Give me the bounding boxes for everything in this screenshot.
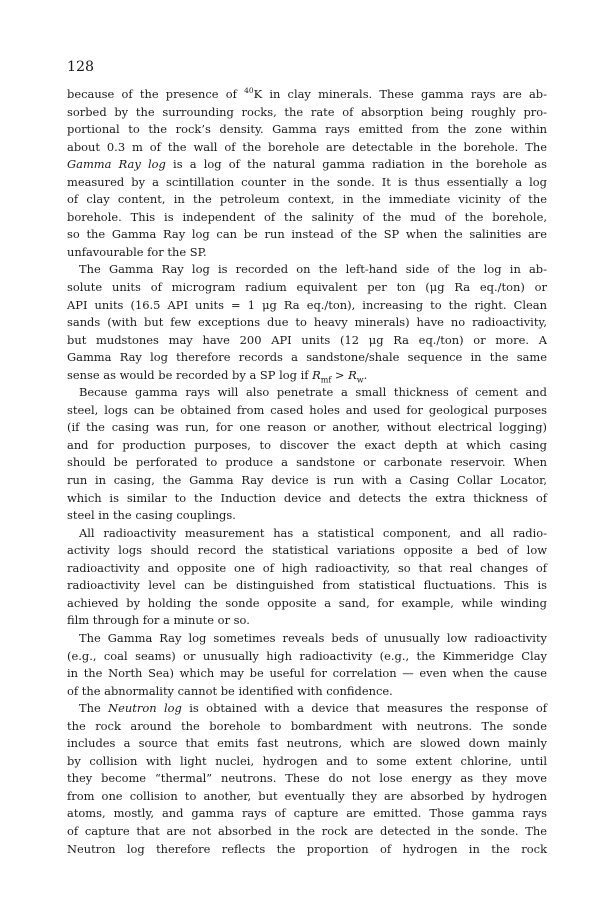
text-line: [67, 314, 547, 332]
subscript: mf: [320, 375, 332, 385]
text-line: [67, 648, 547, 666]
text-run: (if the casing was run, for one reason or another, without electrical logging): [67, 420, 547, 435]
text-line: [67, 665, 547, 683]
text-run: the rock around the borehole to bombardment with neutrons. The sonde: [67, 718, 547, 733]
text-run: run in casing, the Gamma Ray device is run with a Casing Collar Locator,: [67, 473, 547, 488]
text-run: and for production purposes, to discover the exact depth at which casing: [67, 437, 547, 452]
text-run: radioactivity and opposite one of high radioactivity, so that real changes of: [67, 560, 547, 575]
text-line: [67, 261, 547, 279]
text-line: [67, 753, 547, 771]
text-line: [67, 332, 547, 350]
text-run: Gamma Ray log therefore records a sandstone/shale sequence in the same: [67, 350, 547, 365]
text-run: atoms, mostly, and gamma rays of capture are emitted. Those gamma rays: [67, 806, 547, 821]
text-line: [67, 630, 547, 648]
text-run: activity logs should record the statistical variations opposite a bed of low: [67, 543, 547, 558]
text-line: [67, 525, 547, 543]
text-run: .: [363, 367, 368, 382]
text-run: measured by a scintillation counter in the sonde. It is thus essentially a log: [67, 174, 547, 189]
text-line: [67, 402, 547, 420]
text-line: [67, 437, 547, 455]
text-run: so the Gamma Ray log can be run instead of the SP when the salinities are: [67, 227, 547, 242]
text-run: of the abnormality cannot be identified with confidence.: [67, 683, 393, 698]
text-run: but mudstones may have 200 API units (12 μg Ra eq./ton) or more. A: [67, 332, 547, 347]
text-run: steel, logs can be obtained from cased holes and used for geological purposes: [67, 402, 547, 417]
text-line: [67, 121, 547, 139]
text-line: [67, 735, 547, 753]
text-run: which is similar to the Induction device and detects the extra thickness of: [67, 490, 547, 505]
text-run: The Gamma Ray log sometimes reveals beds of unusually low radioactivity: [79, 630, 547, 645]
italic-text: R: [312, 367, 321, 382]
italic-text: R: [348, 367, 357, 382]
body-text: [67, 86, 547, 858]
text-line: [67, 156, 547, 174]
text-line: [67, 770, 547, 788]
subscript: w: [356, 375, 364, 385]
text-line: [67, 279, 547, 297]
text-line: [67, 472, 547, 490]
text-line: [67, 419, 547, 437]
text-run: K in clay minerals. These gamma rays are ab-: [253, 87, 547, 101]
text-line: [67, 595, 547, 613]
text-line: [67, 191, 547, 209]
text-run: >: [331, 367, 349, 382]
text-run: is a log of the natural gamma radiation in the borehole as: [165, 157, 547, 172]
text-line: [67, 349, 547, 367]
text-run: is obtained with a device that measures the response of: [181, 701, 547, 716]
page-number: 128: [67, 59, 95, 75]
text-run: solute units of microgram radium equivalent per ton (μg Ra eq./ton) or: [67, 280, 547, 295]
text-run: of clay content, in the petroleum context, in the immediate vicinity of the: [67, 192, 547, 207]
text-run: in the North Sea) which may be useful for correlation — even when the cause: [67, 666, 547, 681]
text-run: includes a source that emits fast neutrons, which are slowed down mainly: [67, 736, 547, 751]
text-run: should be perforated to produce a sandstone or carbonate reservoir. When: [67, 455, 547, 470]
text-line: [67, 209, 547, 227]
text-run: sorbed by the surrounding rocks, the rate of absorption being roughly pro-: [67, 104, 547, 119]
text-run: radioactivity level can be distinguished from statistical fluctuations. This is: [67, 578, 547, 593]
text-line: [67, 542, 547, 560]
text-line: [67, 700, 547, 718]
text-run: portional to the rock’s density. Gamma rays emitted from the zone within: [67, 122, 547, 137]
text-run: unfavourable for the SP.: [67, 244, 207, 259]
text-line: [67, 841, 547, 859]
text-line: [67, 367, 547, 385]
text-run: of capture that are not absorbed in the rock are detected in the sonde. The: [67, 823, 547, 838]
text-line: [67, 577, 547, 595]
italic-text: Gamma Ray log: [67, 157, 166, 172]
text-run: steel in the casing couplings.: [67, 508, 236, 523]
text-run: about 0.3 m of the wall of the borehole are detectable in the borehole. The: [67, 139, 547, 154]
text-run: API units (16.5 API units = 1 μg Ra eq./ton), increasing to the right. Clean: [67, 297, 547, 312]
text-run: because of the presence of: [67, 87, 245, 101]
text-line: [67, 104, 547, 122]
text-run: sense as would be recorded by a SP log if: [67, 367, 313, 382]
text-run: from one collision to another, but eventually they are absorbed by hydrogen: [67, 788, 547, 803]
text-line: [67, 139, 547, 157]
text-run: All radioactivity measurement has a statistical component, and all radio-: [79, 525, 547, 540]
text-run: film through for a minute or so.: [67, 613, 250, 628]
text-run: by collision with light nuclei, hydrogen and to some extent chlorine, until: [67, 753, 547, 768]
text-run: (e.g., coal seams) or unusually high radioactivity (e.g., the Kimmeridge Clay: [67, 648, 547, 663]
text-line: [67, 297, 547, 315]
text-run: The: [79, 701, 109, 716]
italic-text: Neutron log: [108, 701, 182, 716]
text-line: [67, 560, 547, 578]
superscript: 40: [244, 86, 254, 96]
text-line: [67, 612, 547, 630]
text-line: [67, 244, 547, 262]
text-run: borehole. This is independent of the salinity of the mud of the borehole,: [67, 209, 547, 224]
text-line: [67, 805, 547, 823]
text-line: [67, 823, 547, 841]
text-line: [67, 86, 547, 104]
text-line: [67, 490, 547, 508]
text-line: [67, 718, 547, 736]
text-line: [67, 226, 547, 244]
text-line: [67, 454, 547, 472]
text-run: Neutron log therefore reflects the proportion of hydrogen in the rock: [67, 841, 547, 856]
text-run: The Gamma Ray log is recorded on the left-hand side of the log in ab-: [79, 262, 547, 277]
text-run: sands (with but few exceptions due to heavy minerals) have no radioactivity,: [67, 315, 547, 330]
text-line: [67, 174, 547, 192]
text-line: [67, 507, 547, 525]
text-line: [67, 384, 547, 402]
text-line: [67, 788, 547, 806]
text-run: Because gamma rays will also penetrate a small thickness of cement and: [79, 385, 547, 400]
text-line: [67, 683, 547, 701]
text-run: achieved by holding the sonde opposite a sand, for example, while winding: [67, 595, 547, 610]
text-run: they become “thermal” neutrons. These do not lose energy as they move: [67, 771, 547, 786]
